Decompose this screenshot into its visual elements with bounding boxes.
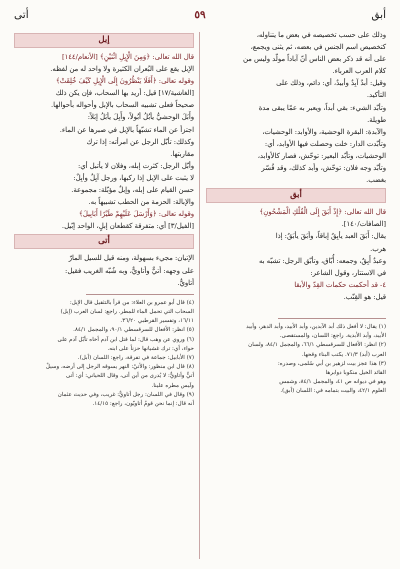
footnote-line: (٧) الأبابيل: جماعة في تفرقة، راجع: اللسان (أبل). <box>77 354 194 361</box>
footnote-line: العلوم ٤٢/١، والبيت بتمامه في: اللسان (أبق). <box>280 388 386 395</box>
poetry-line: ٤- قد أحكمت حكمات القِدّ والأبقا <box>294 280 386 289</box>
text-line: وكذلك: تأبّل الرجل عن امرأته: إذا ترك <box>86 137 194 146</box>
footnote-line: (٩) وقال في اللسان: رجل أتاويٌّ: غريب، وفي حديث عثمان <box>57 391 194 398</box>
page-number: ٥٩ <box>194 9 206 21</box>
text-line: لا يثبت على الإبل إذا ركبها، ورجل آبِلٌ وأبِلٌ: <box>73 173 194 182</box>
header-keyword-left: أتى <box>14 9 29 21</box>
text-line: يقال: أَبَقَ العبد يأبِقُ إباقاً، وأبَقَ يأبَقُ: إذا <box>275 232 386 241</box>
text-line: وتأبّد وجه فلان: توحّش، وأبد كذلك، وقد فُسّر <box>261 164 386 173</box>
text-line: في الاستتار، وقول الشاعر: <box>310 268 386 277</box>
text-line: [الغاشية/١٧] قيل: أريد بها السحاب، فإن يكن ذلك <box>55 89 194 98</box>
footnote-line: ١٦/١١، وتفسير القرطبي ٣٦/٢٠. <box>120 318 194 325</box>
text-line: بغضب. <box>366 176 386 185</box>
header-keyword-right: أبق <box>371 9 386 21</box>
text-line: وتأبّدت الدار: خلت وحصلت فيها الأوابد، أي: <box>264 139 386 148</box>
entry-heading: أتى <box>14 234 194 249</box>
text-line: الإتيان: مجيء بسهولة، ومنه قيل للسيل المارّ <box>68 254 194 263</box>
text-line: والآبدة: البقرة الوحشية، والأوابد: الوحشيات، <box>262 127 386 136</box>
text-line: والإبالة: الحزمة من الحطب تشبيهاً به. <box>88 198 194 207</box>
footnote-separator <box>278 318 386 319</box>
footnote-line: (٨) قال ابن منظور: والأتيّ: النهر يسوقه الرجل إلى أرضه، وسيلٌ <box>45 364 194 371</box>
text-line: وعبدٌ أَبِقٌ، وجمعه: أُبّاق، وتأبّق الرجل: تشبّه به <box>258 256 386 265</box>
right-column <box>206 30 386 561</box>
text-line: الإبل يقع على البُعران الكثيرة ولا واحد له من لفظه. <box>50 65 194 74</box>
quran-verse: قال الله تعالى: ﴿إِذْ أَبَقَ إِلَى الْفُلْكِ الْمَشْحُونِ﴾ <box>259 208 386 217</box>
footnote-line: أتيٌّ وأتاويٌّ: لا يُدرى من أين أتى، وقال اللحياني: أي: أتى <box>66 373 194 380</box>
left-column <box>14 30 194 561</box>
quran-verse: وقوله تعالى: ﴿أَفَلَا يَنْظُرُونَ إِلَى الْإِبِلِ كَيْفَ خُلِقَتْ﴾ <box>55 77 194 86</box>
entry-heading: إبل <box>14 33 194 48</box>
footnote-separator <box>86 294 194 295</box>
text-line: كلام العرب العرباء. <box>332 67 386 76</box>
footnote-line: العرب (أبد) ٧١/٣. يكتب البناء وقحها. <box>301 351 386 358</box>
footnote-line: (٥) انظر: الأفعال للسرقسطي ٩٠/١، والمجمل ٨٤/١. <box>73 327 194 334</box>
quran-verse: قال الله تعالى: ﴿وَمِنَ الْإِبِلِ اثْنَيْنِ﴾ [الأنعام/١٤٤] <box>61 53 194 61</box>
text-line: على وجهه: أتيٌّ وأتاويٌّ، وبه شُبّه الغريب فقيل: <box>65 266 194 275</box>
footnote-line: القائد الخيل منكوبا دوابرها <box>325 369 386 376</box>
column-divider <box>199 32 200 559</box>
quran-verse: وقوله تعالى: ﴿وَأَرْسَلَ عَلَيْهِمْ طَيْرًا أَبَابِيلَ﴾ <box>78 210 194 219</box>
text-line: هرب. <box>370 244 386 253</box>
text-line: على أنه قد ذكر بعض الناس أنّ آباداً مولّد وليس من <box>242 55 386 64</box>
text-line: قيل: هو القِنّب. <box>343 292 386 301</box>
text-line: التأكيد. <box>366 91 386 100</box>
text-line: مقاربتها. <box>170 149 194 158</box>
footnote-line: وهو في ديوانه ص ٤١، والمجمل ٨٤/١، وشمس <box>279 379 386 386</box>
footnote-line: الأبيد، وأبد الأبدية. راجع: اللسان، والمستقصى. <box>279 333 386 340</box>
footnote-line: (٤) قال أبو عمرو بن العلاء: من قرأ بالتثقيل قال الإبل: <box>69 299 194 306</box>
entry-heading: أبق <box>206 188 386 203</box>
text-line: صحيحاً فعلى تشبيه السحاب بالإبل وأحواله بأحوالها. <box>50 101 194 110</box>
text-line: وذلك على حسب تخصيصه في بعض ما يتناوله، <box>256 31 386 39</box>
footnote-line: (١) يقال: لا أفعل ذلك أبد الآبدين، وأبد الأبيد، وأبد الدهر، وأبيد <box>246 323 386 330</box>
footnote-line: (٦) وروي عن وهب قال: لما قتل ابن آدم أخاه تأبّل آدم على <box>57 336 194 343</box>
footnote-line: أنه قال: إنما نحن قومٌ أتاويّون، راجع: ١٤/١٥. <box>92 400 194 407</box>
text-line: [الصافات/١٤٠]. <box>341 220 386 229</box>
footnote-line: ولَيس مطره علينا. <box>151 382 194 389</box>
text-line: كتخصيص اسم الجنس في بعضه، ثم يثنى ويجمع، <box>250 43 386 52</box>
footnote-line: السحاب التي تحمل الماء للمطر. راجع: لسان العرب (إبل) <box>60 308 194 315</box>
footnote-line: (٣) هذا عجز بيت لزهير بن أبي سُلمى، وصدره: <box>277 360 386 367</box>
text-line: وأبّل الرجل: كثرت إبله، وفلان لا يأتبل أي: <box>78 161 194 170</box>
text-line: اجتزأ عن الماء تشبّهاً بالإبل في صبرها عن الماء. <box>59 125 194 134</box>
text-line: أتاويٌّ. <box>177 278 194 287</box>
footnote-line: (٢) انظر: الأفعال للسرقسطي ٦٦/١، والمجمل ٨٤/١، ولسان <box>248 342 386 349</box>
text-line: حسن القيام على إبله، وإبلٌ مؤبّلة: مجموعة. <box>71 186 194 195</box>
text-line: طويلة. <box>367 115 386 124</box>
text-line: وقيل: أبدٌ آبِدٌ وأبيدٌ، أي: دائم، وذلك على <box>276 79 386 88</box>
text-line: الوحشيات، وتأبّد البعير: توحّش، فصار كالأوابد، <box>257 151 386 160</box>
footnote-line: حواء، أي: ترك غشيانها حزناً على ابنه. <box>107 345 194 352</box>
page-header <box>14 6 386 24</box>
text-line: وتأبّد الشيء: بقي أبداً، ويعبر به عمّا يبقى مدة <box>258 103 386 112</box>
text-line: [الفيل/٣] أي: متفرقة كقطعان إبلٍ، الواحد إبّيل. <box>61 222 194 231</box>
text-line: وأَبَلَ الوحشيُّ يأبُلُ أبُولاً، وأَبِلَ يأبَلُ إبَلاً: <box>87 113 194 122</box>
